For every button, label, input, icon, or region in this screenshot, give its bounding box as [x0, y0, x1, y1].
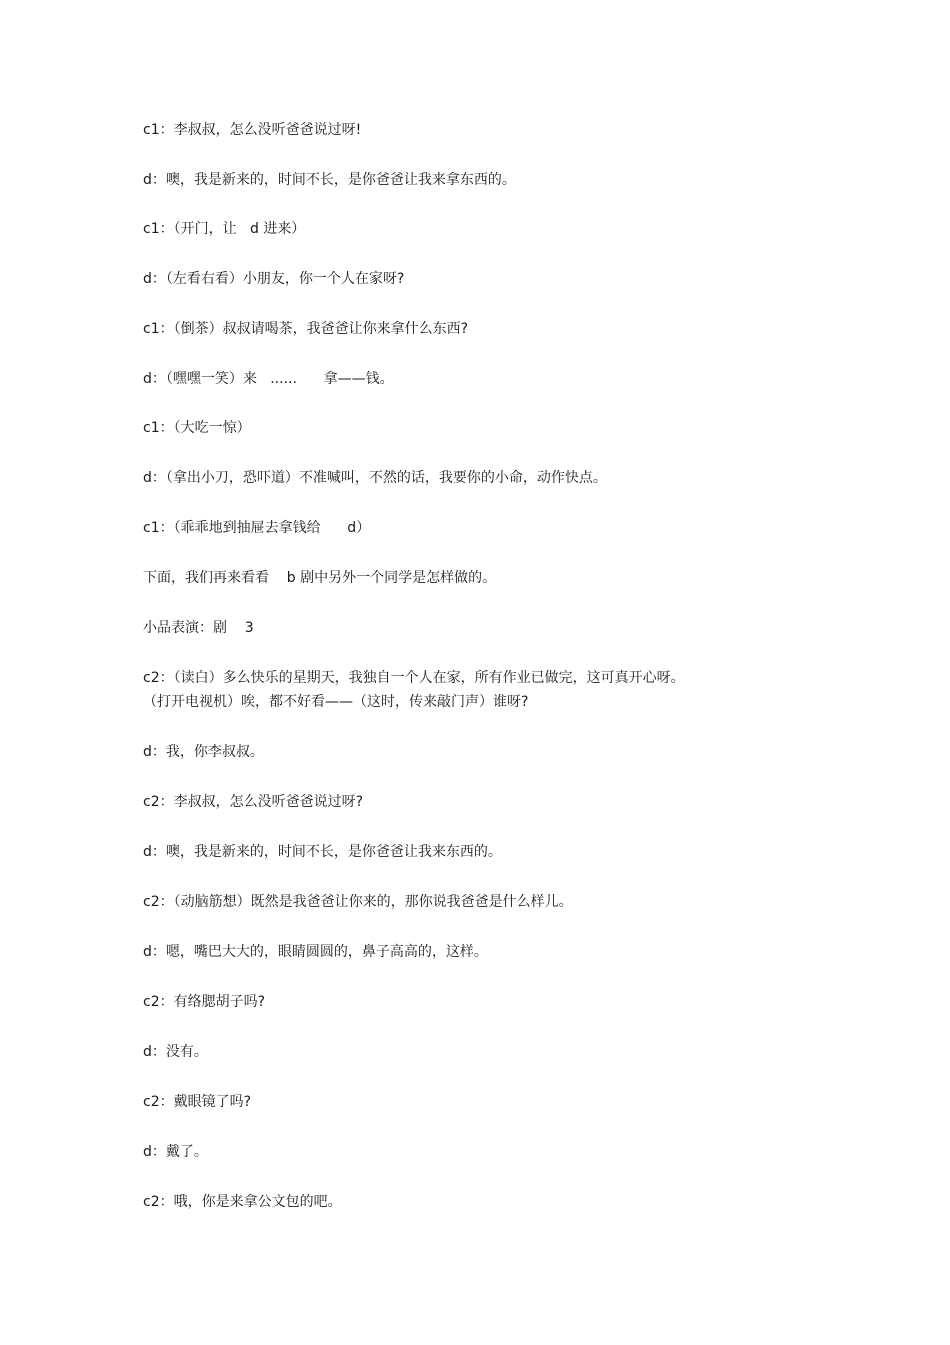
dialogue-line: c2：李叔叔，怎么没听爸爸说过呀? [143, 794, 364, 810]
dialogue-line: d：（嘿嘿一笑）来 ...... 拿——钱。 [143, 371, 394, 387]
narration-line: 下面，我们再来看看 b 剧中另外一个同学是怎样做的。 [143, 570, 497, 586]
dialogue-line: d：嗯，嘴巴大大的，眼睛圆圆的，鼻子高高的，这样。 [143, 944, 488, 960]
dialogue-line: d：（拿出小刀，恐吓道）不准喊叫，不然的话，我要你的小命，动作快点。 [143, 470, 607, 486]
dialogue-line: c1：（大吃一惊） [143, 420, 251, 436]
dialogue-line: d：戴了。 [143, 1144, 208, 1160]
dialogue-line: c1：李叔叔，怎么没听爸爸说过呀! [143, 122, 362, 138]
dialogue-line: c1：（开门，让 d 进来） [143, 221, 306, 237]
dialogue-line: d：没有。 [143, 1044, 208, 1060]
dialogue-line: c2：哦，你是来拿公文包的吧。 [143, 1194, 342, 1210]
dialogue-line: c2：（读白）多么快乐的星期天，我独自一个人在家，所有作业已做完，这可真开心呀。 [143, 670, 685, 686]
dialogue-line: d：（左看右看）小朋友，你一个人在家呀? [143, 271, 405, 287]
dialogue-line: d：噢，我是新来的，时间不长，是你爸爸让我来东西的。 [143, 844, 502, 860]
dialogue-line: c2：有络腮胡子吗? [143, 994, 266, 1010]
dialogue-line: d：噢，我是新来的，时间不长，是你爸爸让我来拿东西的。 [143, 172, 516, 188]
dialogue-line: c1：（倒茶）叔叔请喝茶，我爸爸让你来拿什么东西? [143, 321, 469, 337]
section-heading: 小品表演：剧 3 [143, 620, 254, 636]
dialogue-line: c2：戴眼镜了吗? [143, 1094, 252, 1110]
dialogue-line: c2：（动脑筋想）既然是我爸爸让你来的，那你说我爸爸是什么样儿。 [143, 894, 573, 910]
dialogue-line: d：我，你李叔叔。 [143, 744, 264, 760]
dialogue-line-continued: （打开电视机）唉，都不好看——（这时，传来敲门声）谁呀? [143, 694, 529, 710]
dialogue-line: c1：（乖乖地到抽屉去拿钱给 d） [143, 520, 371, 536]
